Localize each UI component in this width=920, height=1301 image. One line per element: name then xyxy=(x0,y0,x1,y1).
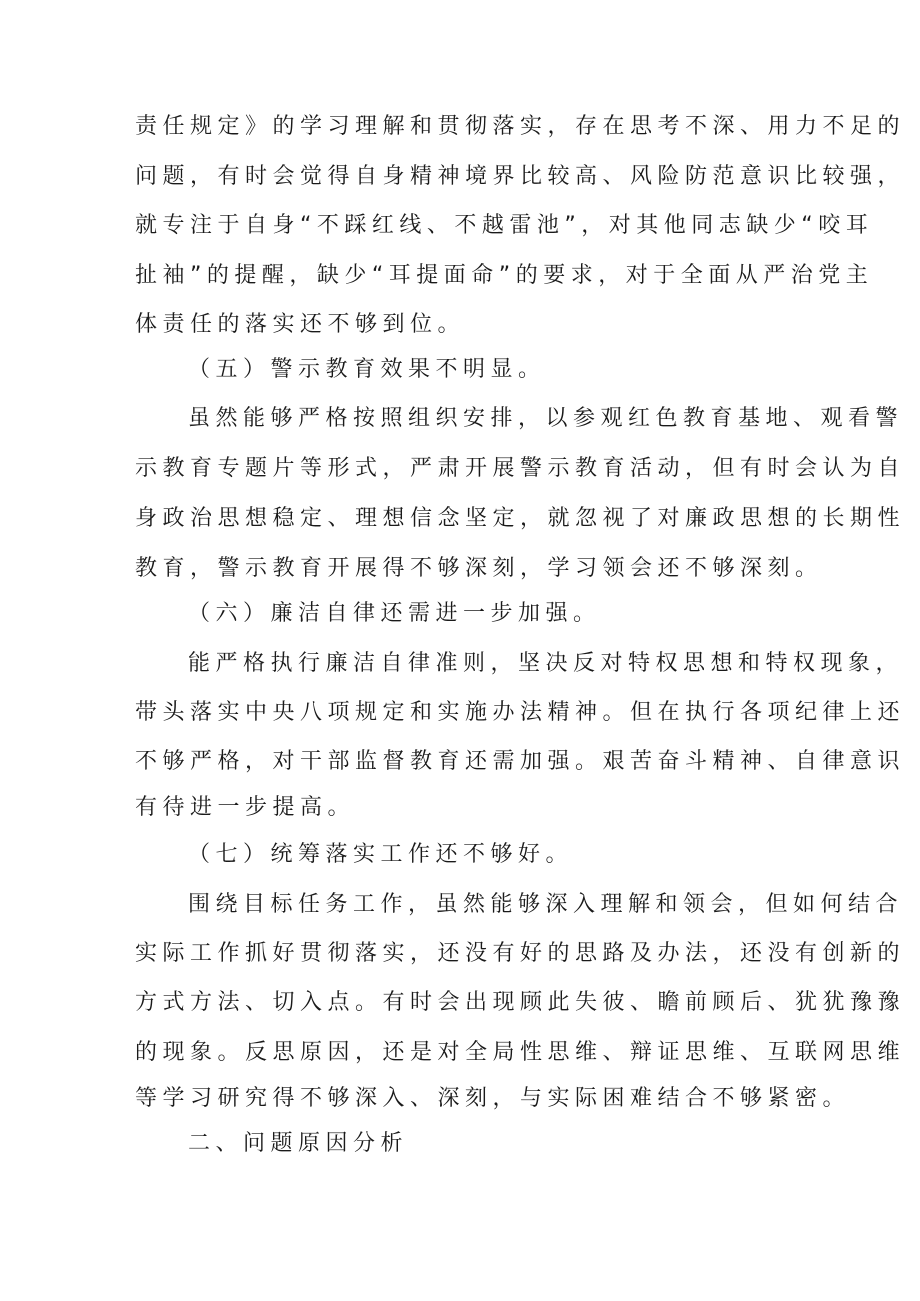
text-line-18: 实际工作抓好贯彻落实，还没有好的思路及办法，还没有创新的 xyxy=(135,941,906,966)
section-heading-5: （五）警示教育效果不明显。 xyxy=(188,357,546,382)
text-line-20: 的现象。反思原因，还是对全局性思维、辩证思维、互联网思维 xyxy=(135,1040,906,1065)
text-line-13: 带头落实中央八项规定和实施办法精神。但在执行各项纪律上还 xyxy=(135,700,906,725)
text-line-1: 责任规定》的学习理解和贯彻落实，存在思考不深、用力不足的 xyxy=(135,114,906,139)
text-line-12: 能严格执行廉洁自律准则，坚决反对特权思想和特权现象， xyxy=(188,651,904,676)
text-line-9: 身政治思想稳定、理想信念坚定，就忽视了对廉政思想的长期性 xyxy=(135,506,906,531)
chapter-heading-2: 二、问题原因分析 xyxy=(188,1131,409,1156)
section-heading-7: （七）统筹落实工作还不够好。 xyxy=(188,842,574,867)
text-line-10: 教育，警示教育开展得不够深刻，学习领会还不够深刻。 xyxy=(135,556,823,581)
text-line-14: 不够严格，对干部监督教育还需加强。艰苦奋斗精神、自律意识 xyxy=(135,749,906,774)
text-line-19: 方式方法、切入点。有时会出现顾此失彼、瞻前顾后、犹犹豫豫 xyxy=(135,990,906,1015)
text-line-21: 等学习研究得不够深入、深刻，与实际困难结合不够紧密。 xyxy=(135,1086,851,1111)
text-line-7: 虽然能够严格按照组织安排，以参观红色教育基地、观看警 xyxy=(188,406,904,431)
section-heading-6: （六）廉洁自律还需进一步加强。 xyxy=(188,601,601,626)
text-line-8: 示教育专题片等形式，严肃开展警示教育活动，但有时会认为自 xyxy=(135,456,906,481)
text-line-5: 体责任的落实还不够到位。 xyxy=(135,312,466,337)
text-line-2: 问题，有时会觉得自身精神境界比较高、风险防范意识比较强， xyxy=(135,164,906,189)
text-line-3: 就专注于自身“不踩红线、不越雷池”，对其他同志缺少“咬耳 xyxy=(135,213,874,238)
text-line-17: 围绕目标任务工作，虽然能够深入理解和领会，但如何结合 xyxy=(188,892,904,917)
text-line-4: 扯袖”的提醒，缺少“耳提面命”的要求，对于全面从严治党主 xyxy=(135,263,874,288)
text-line-15: 有待进一步提高。 xyxy=(135,795,356,820)
